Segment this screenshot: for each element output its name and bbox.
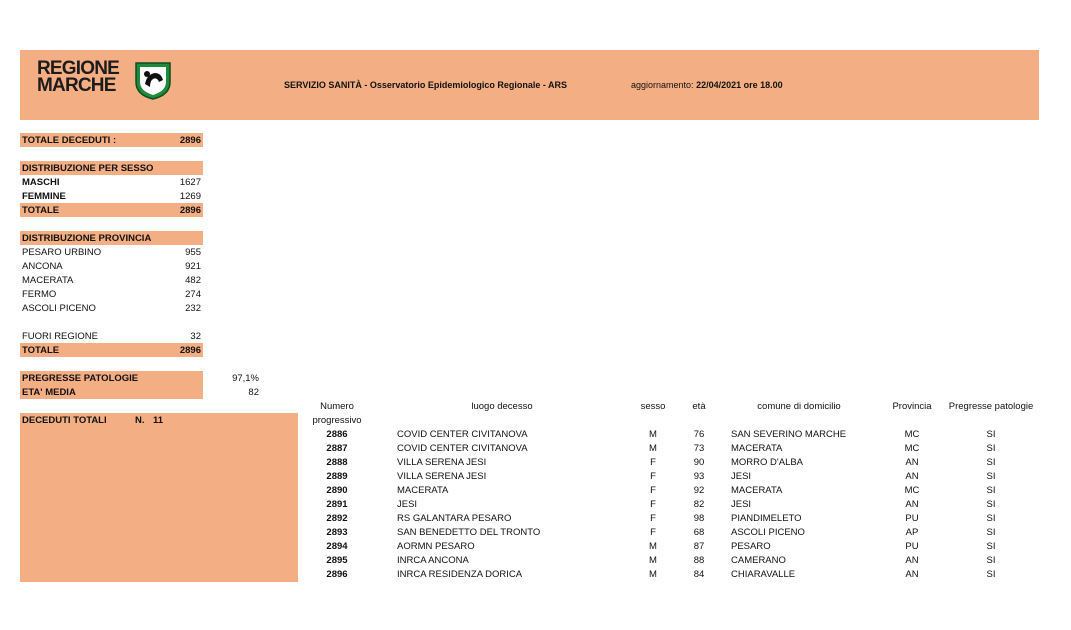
cell-sesso: F	[650, 499, 656, 510]
cell-provincia: PU	[905, 513, 919, 524]
deaths-table	[297, 400, 1037, 582]
cell-sesso: M	[649, 429, 657, 440]
table-row	[297, 484, 1037, 498]
cell-provincia: AP	[905, 527, 919, 538]
cell-patologie: SI	[986, 541, 996, 552]
cell-comune: PIANDIMELETO	[731, 513, 802, 524]
cell-luogo: AORMN PESARO	[397, 541, 475, 552]
sesso-total-value: 2896	[179, 205, 201, 216]
cell-luogo: VILLA SERENA JESI	[397, 471, 487, 482]
provincia-value-ancona: 921	[185, 261, 201, 272]
table-row	[297, 428, 1037, 442]
fuori-regione-value: 32	[190, 331, 201, 342]
table-row	[297, 526, 1037, 540]
header-patologie: Pregresse patologie	[948, 401, 1034, 412]
cell-comune: SAN SEVERINO MARCHE	[731, 429, 847, 440]
cell-comune: CAMERANO	[731, 555, 786, 566]
cell-eta: 90	[693, 457, 705, 468]
table-row	[297, 512, 1037, 526]
cell-patologie: SI	[986, 499, 996, 510]
cell-patologie: SI	[986, 527, 996, 538]
header-luogo: luogo decesso	[471, 401, 533, 412]
cell-provincia: AN	[905, 471, 919, 482]
cell-patologie: SI	[986, 471, 996, 482]
provincia-total-value: 2896	[179, 345, 201, 356]
cell-eta: 93	[693, 471, 705, 482]
deceduti-totali-panel	[20, 413, 298, 582]
cell-eta: 87	[693, 541, 705, 552]
cell-comune: CHIARAVALLE	[731, 569, 796, 580]
header-banner	[20, 50, 1039, 120]
deceduti-totali-n-value: 11	[153, 415, 164, 426]
cell-luogo: COVID CENTER CIVITANOVA	[397, 443, 528, 454]
femmine-label: FEMMINE	[22, 191, 66, 202]
cell-numero: 2894	[326, 541, 348, 552]
provincia-label-pesaro: PESARO URBINO	[22, 247, 102, 258]
cell-patologie: SI	[986, 457, 996, 468]
update-info	[631, 80, 783, 90]
maschi-value: 1627	[179, 177, 201, 188]
cell-sesso: M	[649, 541, 657, 552]
provincia-label-macerata: MACERATA	[22, 275, 74, 286]
update-label: aggiornamento:	[631, 80, 694, 90]
table-header-row	[297, 400, 1037, 428]
cell-sesso: F	[650, 485, 656, 496]
table-row	[297, 554, 1037, 568]
cell-sesso: F	[650, 471, 656, 482]
cell-provincia: AN	[905, 457, 919, 468]
cell-sesso: M	[649, 443, 657, 454]
maschi-label: MASCHI	[22, 177, 60, 188]
cell-eta: 68	[693, 527, 705, 538]
totale-deceduti-label: TOTALE DECEDUTI :	[22, 135, 117, 146]
header-numero: Numero progressivo	[312, 401, 362, 426]
cell-comune: MACERATA	[731, 443, 783, 454]
cell-comune: JESI	[731, 471, 752, 482]
cell-numero: 2892	[326, 513, 348, 524]
cell-eta: 82	[693, 499, 705, 510]
cell-sesso: M	[649, 555, 657, 566]
provincia-label-fermo: FERMO	[22, 289, 57, 300]
sesso-title: DISTRIBUZIONE PER SESSO	[22, 163, 154, 174]
cell-luogo: MACERATA	[397, 485, 449, 496]
header-provincia: Provincia	[892, 401, 932, 412]
cell-comune: MORRO D'ALBA	[731, 457, 804, 468]
deceduti-totali-label: DECEDUTI TOTALI	[22, 415, 107, 426]
cell-provincia: MC	[904, 429, 920, 440]
header-sesso: sesso	[640, 401, 666, 412]
table-row	[297, 470, 1037, 484]
cell-luogo: RS GALANTARA PESARO	[397, 513, 512, 524]
fuori-regione-label: FUORI REGIONE	[22, 331, 99, 342]
patologie-label: PREGRESSE PATOLOGIE	[22, 373, 139, 384]
cell-eta: 73	[693, 443, 705, 454]
cell-patologie: SI	[986, 429, 996, 440]
cell-eta: 76	[693, 429, 705, 440]
cell-sesso: F	[650, 513, 656, 524]
cell-numero: 2896	[326, 569, 348, 580]
cell-comune: JESI	[731, 499, 752, 510]
provincia-value-fermo: 274	[185, 289, 201, 300]
logo-line1: REGIONE	[37, 58, 120, 79]
cell-provincia: AN	[905, 569, 919, 580]
eta-media-value: 82	[248, 387, 259, 398]
patologie-value: 97,1%	[232, 373, 259, 384]
table-row	[297, 498, 1037, 512]
cell-numero: 2886	[326, 429, 348, 440]
totale-deceduti-value: 2896	[179, 135, 201, 146]
cell-provincia: AN	[905, 555, 919, 566]
cell-numero: 2895	[326, 555, 348, 566]
cell-numero: 2889	[326, 471, 348, 482]
provincia-value-macerata: 482	[185, 275, 201, 286]
cell-luogo: JESI	[397, 499, 418, 510]
provincia-label-ascoli: ASCOLI PICENO	[22, 303, 96, 314]
cell-comune: PESARO	[731, 541, 771, 552]
cell-sesso: F	[650, 527, 656, 538]
cell-comune: MACERATA	[731, 485, 783, 496]
regione-marche-logo	[37, 60, 177, 102]
service-title: SERVIZIO SANITÀ - Osservatorio Epidemiologico Regionale - ARS	[284, 80, 568, 90]
table-row	[297, 456, 1037, 470]
table-body	[297, 428, 1037, 582]
provincia-value-pesaro: 955	[185, 247, 201, 258]
cell-luogo: INRCA ANCONA	[397, 555, 469, 566]
cell-numero: 2891	[326, 499, 348, 510]
cell-numero: 2893	[326, 527, 348, 538]
cell-provincia: MC	[904, 485, 920, 496]
cell-provincia: PU	[905, 541, 919, 552]
cell-eta: 84	[693, 569, 705, 580]
provincia-total-label: TOTALE	[22, 345, 60, 356]
header-eta: età	[692, 401, 706, 412]
cell-numero: 2888	[326, 457, 348, 468]
cell-luogo: SAN BENEDETTO DEL TRONTO	[397, 527, 541, 538]
table-row	[297, 442, 1037, 456]
cell-sesso: M	[649, 569, 657, 580]
cell-eta: 88	[693, 555, 705, 566]
cell-patologie: SI	[986, 485, 996, 496]
provincia-title: DISTRIBUZIONE PROVINCIA	[22, 233, 152, 244]
table-row	[297, 568, 1037, 582]
cell-patologie: SI	[986, 513, 996, 524]
cell-eta: 92	[693, 485, 705, 496]
cell-eta: 98	[693, 513, 705, 524]
eta-media-label: ETA' MEDIA	[22, 387, 76, 398]
deceduti-totali-n-label: N.	[135, 415, 145, 426]
provincia-label-ancona: ANCONA	[22, 261, 63, 272]
cell-patologie: SI	[986, 555, 996, 566]
cell-patologie: SI	[986, 443, 996, 454]
cell-luogo: INRCA RESIDENZA DORICA	[397, 569, 523, 580]
cell-luogo: VILLA SERENA JESI	[397, 457, 487, 468]
header-comune: comune di domicilio	[757, 401, 841, 412]
marche-emblem-icon	[133, 60, 173, 100]
cell-numero: 2890	[326, 485, 348, 496]
sesso-total-label: TOTALE	[22, 205, 60, 216]
update-value: 22/04/2021 ore 18.00	[696, 80, 783, 90]
cell-provincia: AN	[905, 499, 919, 510]
logo-line2: MARCHE	[37, 75, 116, 96]
cell-patologie: SI	[986, 569, 996, 580]
femmine-value: 1269	[179, 191, 201, 202]
provincia-value-ascoli: 232	[185, 303, 201, 314]
cell-sesso: F	[650, 457, 656, 468]
cell-numero: 2887	[326, 443, 348, 454]
cell-comune: ASCOLI PICENO	[731, 527, 805, 538]
cell-provincia: MC	[904, 443, 920, 454]
cell-luogo: COVID CENTER CIVITANOVA	[397, 429, 528, 440]
table-row	[297, 540, 1037, 554]
